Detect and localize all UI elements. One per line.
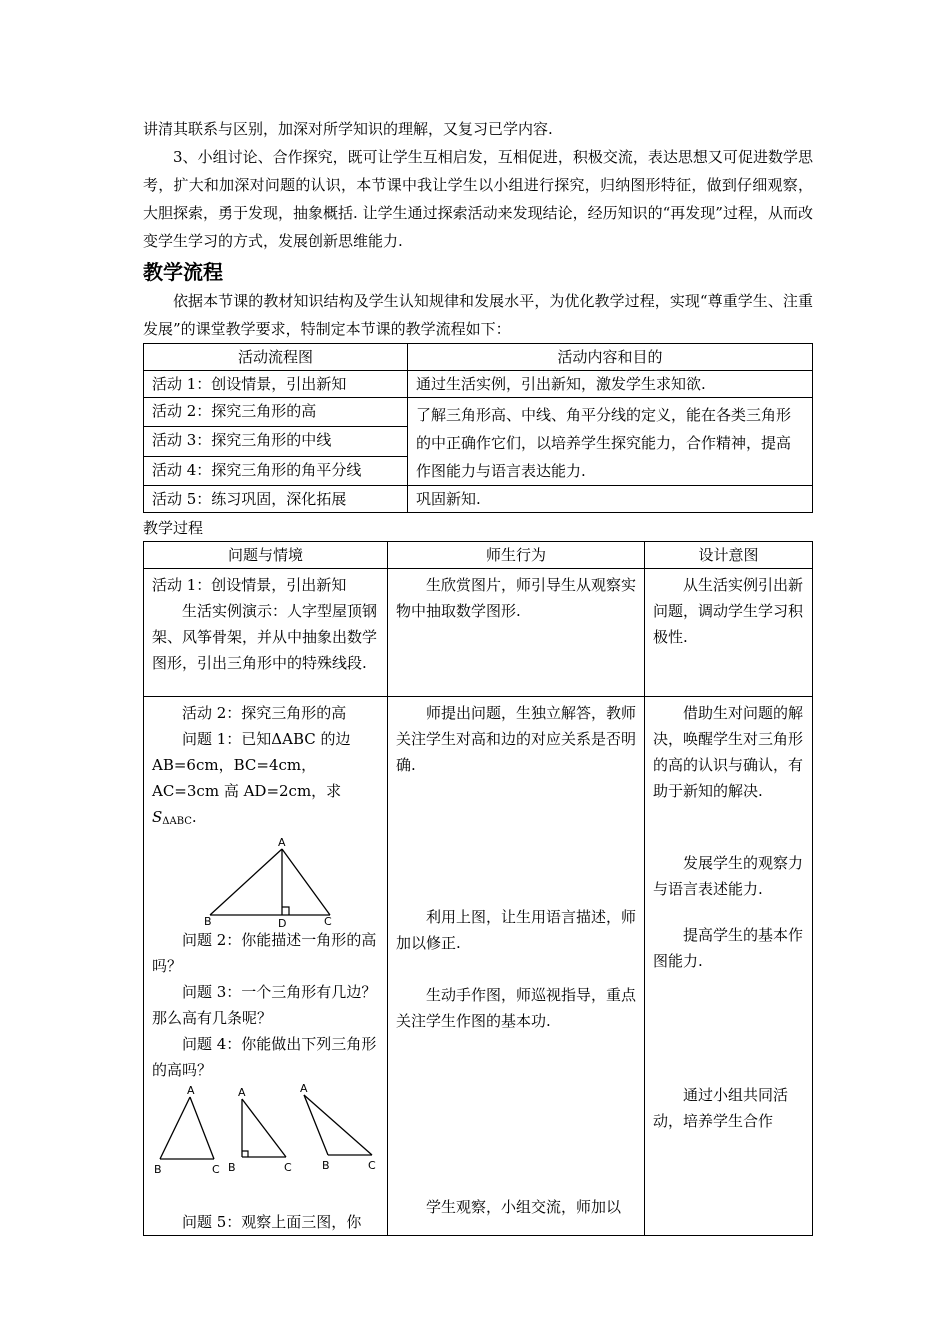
fig2-t2-label-a: A bbox=[238, 1086, 246, 1099]
row1-behavior: 生欣赏图片，师引导生从观察实物中抽取数学图形. bbox=[388, 569, 645, 697]
document-page bbox=[143, 115, 813, 1236]
t3-side-ab bbox=[304, 1095, 328, 1155]
fig1-label-a: A bbox=[278, 836, 286, 849]
t1-side-ac bbox=[190, 1097, 214, 1159]
t1-side-ab bbox=[160, 1097, 190, 1159]
question-2: 问题 2：你能描述一角形的高吗？ bbox=[152, 931, 377, 975]
flow-header-1: 活动流程图 bbox=[144, 344, 408, 371]
flow-activity-5: 活动 5：练习巩固，深化拓展 bbox=[144, 486, 408, 513]
right-angle-mark bbox=[282, 907, 289, 915]
question-5: 问题 5：观察上面三图，你 bbox=[182, 1213, 362, 1231]
intro-paragraph-3: 3、小组讨论、合作探究，既可让学生互相启发，互相促进，积极交流，表达思想又可促进数学思考，扩大和加深对问题的认识，本节课中我让学生以小组进行探究，归纳图形特征，做到仔细观察，大胆探索，勇于发现，抽象概括. 让学生通过探索活动来发现结论，经历知识的“再发现”过程，从而改变学生学习的方式，发展创新思维能力. bbox=[143, 148, 813, 250]
behavior-b: 利用上图，让生用语言描述，师加以修正. bbox=[396, 908, 637, 952]
side-ab bbox=[210, 849, 282, 915]
row1-title: 活动 1：创设情景，引出新知 bbox=[152, 576, 347, 594]
fig2-t3-label-c: C bbox=[368, 1159, 376, 1172]
t2-right-angle-mark bbox=[242, 1151, 248, 1157]
flow-activity-3: 活动 3：探究三角形的中线 bbox=[144, 427, 408, 456]
fig2-t1-label-c: C bbox=[212, 1163, 220, 1176]
process-caption: 教学过程 bbox=[143, 519, 204, 537]
flow-activity-1: 活动 1：创设情景，引出新知 bbox=[144, 371, 408, 398]
question-4: 问题 4：你能做出下列三角形的高吗？ bbox=[152, 1035, 377, 1079]
fig2-t2-label-c: C bbox=[284, 1161, 292, 1174]
fig2-t1-label-b: B bbox=[154, 1163, 162, 1176]
t2-side-ac bbox=[242, 1099, 286, 1157]
t3-side-ac bbox=[304, 1095, 372, 1155]
question-1: 问题 1：已知ΔABC 的边 AB=6cm，BC=4cm，AC=3cm 高 AD=2cm，求 $S_{\Delta ABC}$. bbox=[152, 730, 351, 827]
process-table bbox=[143, 541, 813, 1236]
triangle-abc-figure bbox=[152, 835, 362, 927]
fig1-label-c: C bbox=[324, 915, 332, 927]
fig2-t1-label-a: A bbox=[187, 1084, 195, 1097]
intro-line: 讲清其联系与区别，加深对所学知识的理解，又复习已学内容. bbox=[143, 120, 553, 138]
behavior-c: 生动手作图，师巡视指导，重点关注学生作图的基本功. bbox=[396, 986, 637, 1030]
row1-intent: 从生活实例引出新问题，调动学生学习积极性. bbox=[645, 569, 813, 697]
flow-content-3: 巩固新知. bbox=[408, 486, 813, 513]
question-3: 问题 3：一个三角形有几边？那么高有几条呢？ bbox=[152, 983, 377, 1027]
intent-c: 提高学生的基本作图能力. bbox=[653, 926, 804, 970]
intent-b: 发展学生的观察力与语言表述能力. bbox=[653, 854, 804, 898]
fig2-t3-label-a: A bbox=[300, 1083, 308, 1095]
flow-table bbox=[143, 343, 813, 513]
side-ac bbox=[282, 849, 330, 915]
intent-d: 通过小组共同活动，培养学生合作 bbox=[653, 1086, 789, 1130]
flow-activity-2: 活动 2：探究三角形的高 bbox=[144, 398, 408, 427]
process-header-1: 问题与情境 bbox=[144, 542, 388, 569]
row2-situation bbox=[144, 697, 388, 1236]
behavior-a: 师提出问题，生独立解答，教师关注学生对高和边的对应关系是否明确. bbox=[396, 704, 637, 774]
row1-situation bbox=[144, 569, 388, 697]
process-header-2: 师生行为 bbox=[388, 542, 645, 569]
fig1-label-b: B bbox=[204, 915, 212, 927]
behavior-d: 学生观察，小组交流，师加以 bbox=[426, 1198, 622, 1216]
fig1-label-d: D bbox=[278, 917, 287, 927]
section-title: 教学流程 bbox=[143, 260, 223, 284]
flow-activity-4: 活动 4：探究三角形的角平分线 bbox=[144, 456, 408, 485]
section-intro: 依据本节课的教材知识结构及学生认知规律和发展水平，为优化教学过程，实现“尊重学生、注重发展”的课堂教学要求，特制定本节课的教学流程如下： bbox=[143, 292, 813, 338]
row2-behavior bbox=[388, 697, 645, 1236]
flow-content-1: 通过生活实例，引出新知，激发学生求知欲. bbox=[408, 371, 813, 398]
flow-content-2: 了解三角形高、中线、角平分线的定义，能在各类三角形的中正确作它们，以培养学生探究能力，合作精神，提高作图能力与语言表达能力. bbox=[408, 398, 813, 486]
row2-title: 活动 2：探究三角形的高 bbox=[182, 704, 347, 722]
fig2-t2-label-b: B bbox=[228, 1161, 236, 1174]
three-triangles-figure bbox=[152, 1083, 382, 1177]
row2-intent bbox=[645, 697, 813, 1236]
flow-header-2: 活动内容和目的 bbox=[408, 344, 813, 371]
intent-a: 借助生对问题的解决，唤醒学生对三角形的高的认识与确认，有助于新知的解决. bbox=[653, 704, 804, 800]
process-header-3: 设计意图 bbox=[645, 542, 813, 569]
row1-text: 生活实例演示：人字型屋顶钢架、风筝骨架，并从中抽象出数学图形，引出三角形中的特殊线段. bbox=[152, 602, 378, 672]
fig2-t3-label-b: B bbox=[322, 1159, 330, 1172]
